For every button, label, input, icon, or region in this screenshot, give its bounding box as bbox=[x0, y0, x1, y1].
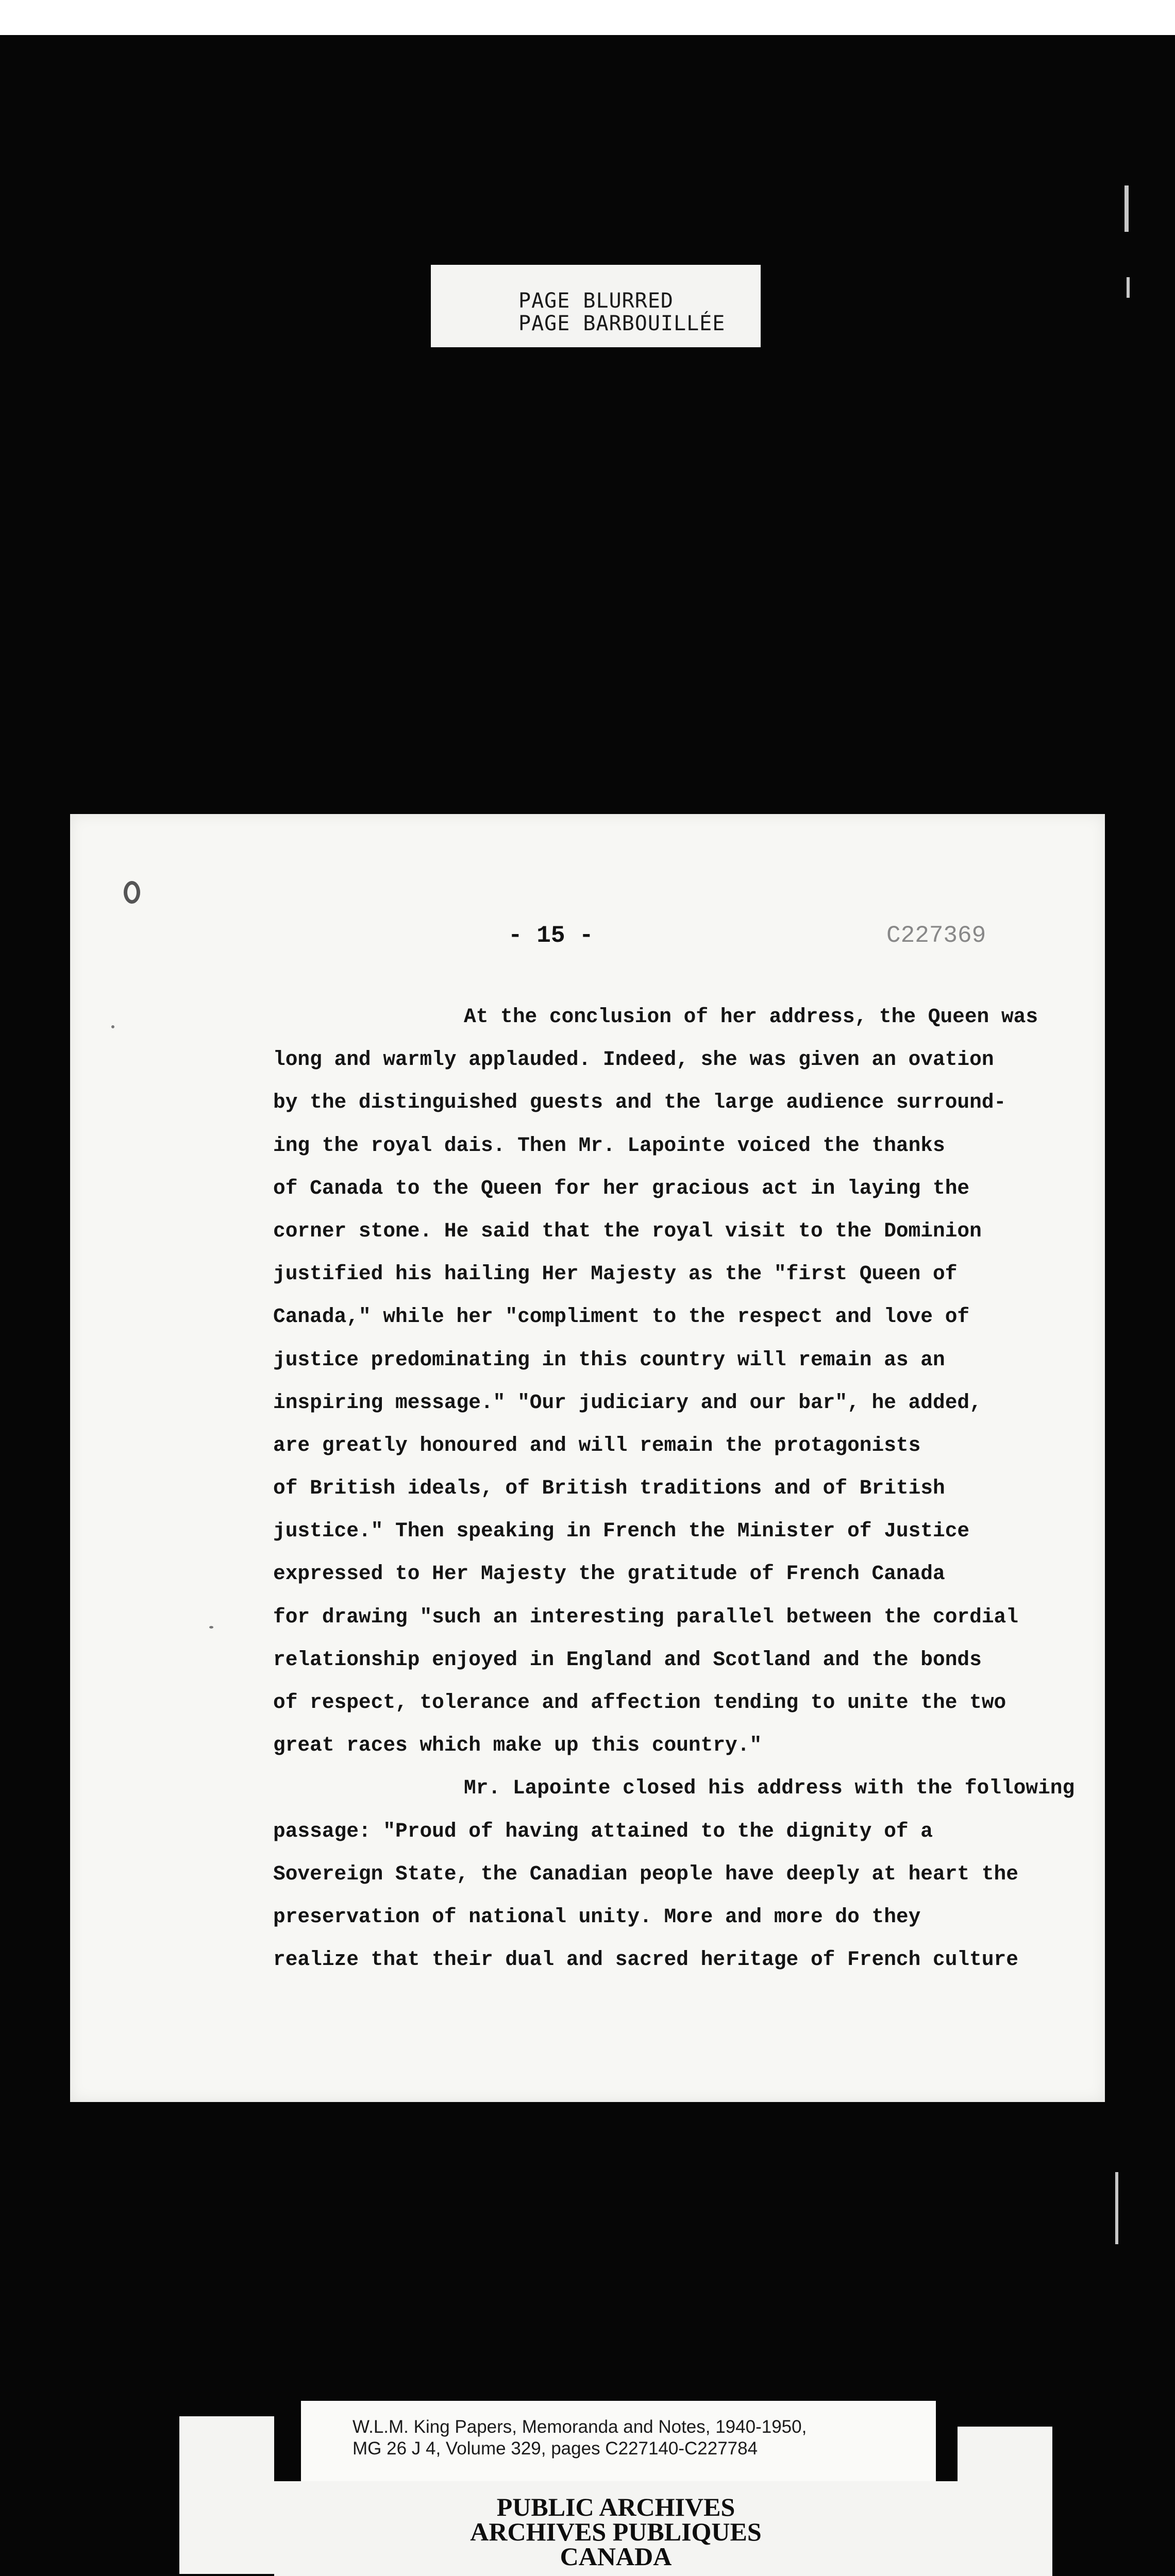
text-line: realize that their dual and sacred heritage of French culture bbox=[273, 1948, 1018, 1972]
text-line: are greatly honoured and will remain the protagonists bbox=[273, 1433, 921, 1457]
text-line: by the distinguished guests and the large audience surround- bbox=[273, 1091, 1006, 1114]
citation-label bbox=[301, 2401, 936, 2481]
punch-hole bbox=[124, 881, 140, 904]
archive-stamp-line-3: CANADA bbox=[560, 2542, 672, 2571]
text-line: Sovereign State, the Canadian people have deeply at heart the bbox=[273, 1862, 1018, 1886]
text-line: corner stone. He said that the royal visit to the Dominion bbox=[273, 1219, 982, 1243]
text-line: Canada," while her "compliment to the respect and love of bbox=[273, 1305, 970, 1329]
text-line: inspiring message." "Our judiciary and our bar", he added, bbox=[273, 1391, 982, 1414]
citation-line-1: W.L.M. King Papers, Memoranda and Notes, 1940-1950, bbox=[352, 2417, 807, 2437]
text-line: justified his hailing Her Majesty as the "first Queen of bbox=[273, 1262, 958, 1286]
text-line: justice predominating in this country will remain as an bbox=[273, 1348, 945, 1371]
archive-stamp-line-2: ARCHIVES PUBLIQUES bbox=[470, 2517, 762, 2546]
film-edge-mark bbox=[1124, 185, 1129, 232]
text-line: of British ideals, of British traditions and of British bbox=[273, 1477, 945, 1500]
text-line: passage: "Proud of having attained to the dignity of a bbox=[273, 1819, 933, 1843]
text-line: expressed to Her Majesty the gratitude of French Canada bbox=[273, 1562, 945, 1586]
text-line: long and warmly applauded. Indeed, she was given an ovation bbox=[273, 1048, 994, 1072]
blur-notice-english: PAGE BLURRED bbox=[518, 289, 674, 313]
film-edge-mark bbox=[1127, 277, 1130, 298]
citation-line-2: MG 26 J 4, Volume 329, pages C227140-C227784 bbox=[352, 2438, 758, 2459]
page-blurred-notice bbox=[431, 265, 761, 347]
document-body bbox=[273, 995, 1093, 1981]
text-line: relationship enjoyed in England and Scotland and the bonds bbox=[273, 1648, 982, 1671]
text-line: for drawing "such an interesting parallel between the cordial bbox=[273, 1605, 1018, 1629]
page-number: - 15 - bbox=[508, 922, 594, 949]
text-line: great races which make up this country." bbox=[273, 1734, 762, 1757]
archive-label-tab-left bbox=[179, 2416, 274, 2574]
typed-document-page bbox=[70, 814, 1105, 2102]
text-line: ing the royal dais. Then Mr. Lapointe voiced the thanks bbox=[273, 1133, 945, 1157]
stray-mark bbox=[209, 1626, 213, 1629]
text-line: At the conclusion of her address, the Queen was bbox=[464, 1005, 1038, 1028]
text-line: of Canada to the Queen for her gracious act in laying the bbox=[273, 1176, 970, 1200]
public-archives-stamp bbox=[274, 2481, 958, 2576]
archive-stamp-line-1: PUBLIC ARCHIVES bbox=[496, 2493, 735, 2521]
text-line: Mr. Lapointe closed his address with the following bbox=[464, 1776, 1075, 1800]
text-line: of respect, tolerance and affection tending to unite the two bbox=[273, 1691, 1006, 1714]
text-line: preservation of national unity. More and more do they bbox=[273, 1905, 921, 1928]
archive-label-tab-right bbox=[958, 2427, 1052, 2576]
film-edge-mark bbox=[1115, 2172, 1118, 2244]
text-line: justice." Then speaking in French the Minister of Justice bbox=[273, 1519, 970, 1543]
blur-notice-french: PAGE BARBOUILLÉE bbox=[518, 312, 726, 335]
stray-mark bbox=[111, 1025, 114, 1028]
page-code: C227369 bbox=[886, 922, 986, 949]
